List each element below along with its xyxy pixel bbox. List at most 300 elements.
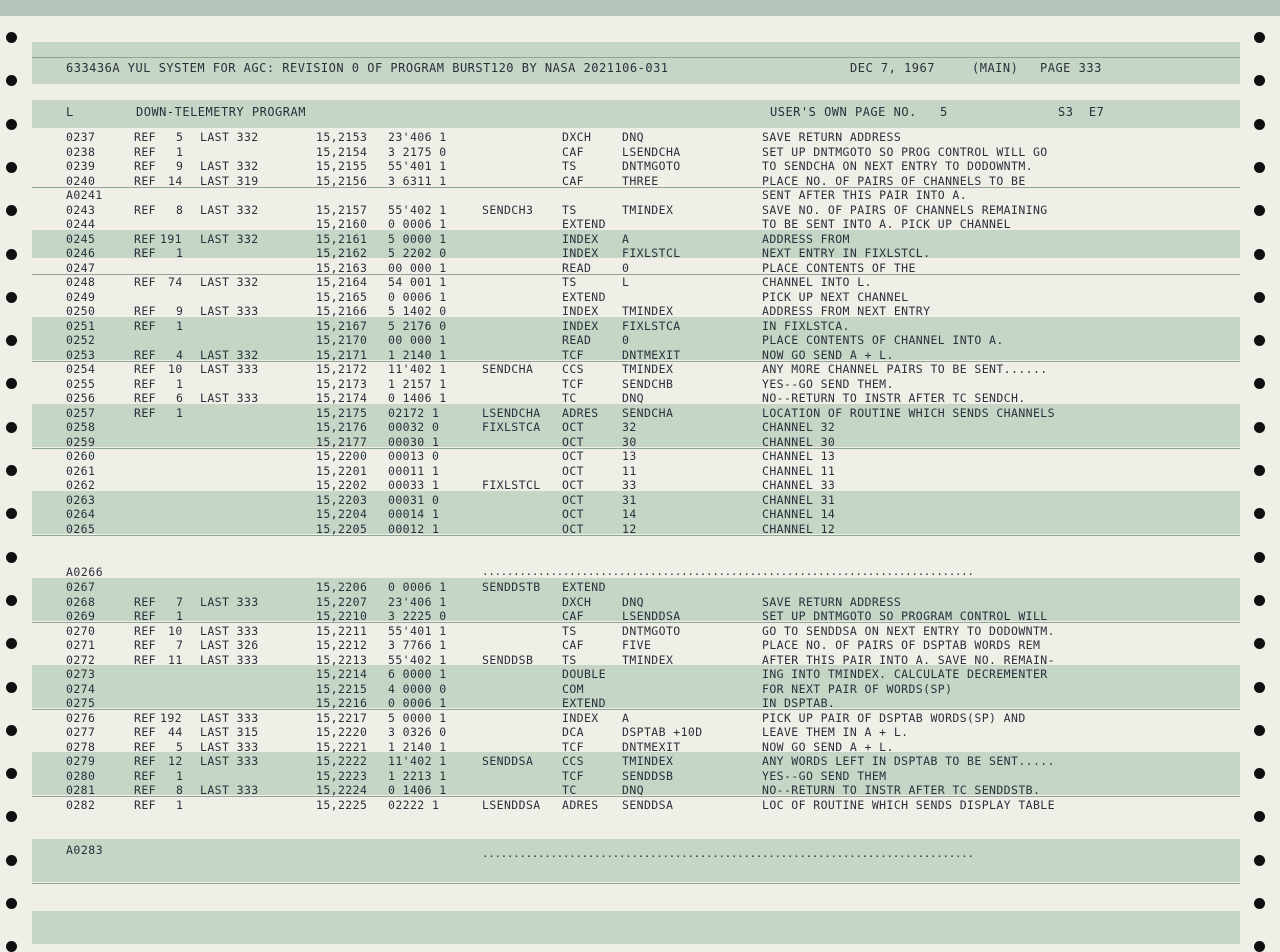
tractor-hole [6, 725, 17, 736]
line-number: 0239 [66, 159, 96, 173]
listing-date: DEC 7, 1967 [850, 61, 935, 75]
opcode: COM [562, 681, 584, 696]
symbol-label: SENDCHA [482, 362, 534, 376]
symbol-label: SENDCH3 [482, 202, 534, 217]
tractor-hole [1254, 855, 1265, 866]
ref-count: 1 [176, 318, 184, 333]
tractor-hole [6, 378, 17, 389]
listing-row [32, 595, 1240, 609]
opcode: OCT [562, 449, 584, 463]
opcode: ADRES [562, 405, 599, 420]
ref-count: 1 [176, 609, 184, 623]
listing-row [32, 667, 1240, 681]
opcode: EXTEND [562, 289, 606, 304]
line-number: 0281 [66, 783, 96, 797]
ref-last-page: LAST 333 [200, 652, 259, 667]
octal-code: 23'406 1 [388, 130, 447, 144]
comment: SENT AFTER THIS PAIR INTO A. [762, 188, 968, 202]
octal-code: 3 7766 1 [388, 638, 447, 652]
operand: SENDCHA [622, 405, 674, 420]
opcode: CAF [562, 638, 584, 652]
memory-address: 15,2153 [316, 130, 368, 144]
memory-address: 15,2172 [316, 362, 368, 376]
symbol-label: SENDDSB [482, 652, 534, 667]
line-number: 0277 [66, 725, 96, 739]
line-number: 0251 [66, 318, 96, 333]
octal-code: 5 0000 1 [388, 231, 447, 246]
operand: 12 [622, 521, 637, 536]
listing-row [32, 624, 1240, 638]
ref-count: 1 [176, 376, 184, 391]
tractor-hole [1254, 811, 1265, 822]
memory-address: 15,2154 [316, 144, 368, 159]
octal-code: 1 2213 1 [388, 768, 447, 783]
line-number: 0265 [66, 521, 96, 536]
comment: NOW GO SEND A + L. [762, 347, 894, 362]
listing-row [32, 754, 1240, 768]
opcode: TS [562, 652, 577, 667]
operand: DNQ [622, 130, 644, 144]
ref-count: 7 [176, 594, 184, 609]
ref-last-page: LAST 333 [200, 391, 259, 405]
listing-row [32, 740, 1240, 754]
octal-code: 23'406 1 [388, 594, 447, 609]
operand: SENDDSA [622, 797, 674, 812]
ref-last-page: LAST 333 [200, 710, 259, 725]
tractor-hole [1254, 941, 1265, 952]
listing-row [32, 174, 1240, 188]
ref-keyword: REF [134, 144, 156, 159]
line-number: 0243 [66, 202, 96, 217]
memory-address: 15,2225 [316, 797, 368, 812]
memory-address: 15,2177 [316, 434, 368, 449]
ref-keyword: REF [134, 405, 156, 420]
comment: LEAVE THEM IN A + L. [762, 725, 909, 739]
opcode: INDEX [562, 304, 599, 318]
listing-row [32, 362, 1240, 376]
octal-code: 55'401 1 [388, 159, 447, 173]
line-number: 0253 [66, 347, 96, 362]
memory-address: 15,2174 [316, 391, 368, 405]
ref-keyword: REF [134, 725, 156, 739]
operand: DNQ [622, 594, 644, 609]
ref-count: 8 [176, 202, 184, 217]
listing-page-number: PAGE 333 [1040, 61, 1102, 75]
line-number: 0273 [66, 667, 96, 681]
line-number: 0276 [66, 710, 96, 725]
memory-address: 15,2212 [316, 638, 368, 652]
listing-row [32, 609, 1240, 623]
ref-keyword: REF [134, 159, 156, 173]
ref-last-page: LAST 333 [200, 623, 259, 638]
opcode: TS [562, 202, 577, 217]
line-number: 0260 [66, 449, 96, 463]
ref-count: 191 [160, 231, 182, 246]
listing-row [32, 391, 1240, 405]
tractor-hole [1254, 508, 1265, 519]
tractor-hole [6, 465, 17, 476]
octal-code: 0 1406 1 [388, 783, 447, 797]
memory-address: 15,2205 [316, 521, 368, 536]
opcode: TS [562, 275, 577, 289]
opcode: DXCH [562, 130, 592, 144]
tractor-hole [1254, 32, 1265, 43]
opcode: ADRES [562, 797, 599, 812]
operand: LSENDDSA [622, 609, 681, 623]
ref-last-page: LAST 326 [200, 638, 259, 652]
octal-code: 1 2140 1 [388, 739, 447, 754]
listing-row [32, 435, 1240, 449]
opcode: TS [562, 159, 577, 173]
ref-keyword: REF [134, 231, 156, 246]
ref-count: 1 [176, 405, 184, 420]
octal-code: 0 0006 1 [388, 217, 447, 231]
comment: ADDRESS FROM [762, 231, 850, 246]
comment: GO TO SENDDSA ON NEXT ENTRY TO DODOWNTM. [762, 623, 1055, 638]
ref-keyword: REF [134, 362, 156, 376]
ref-count: 4 [176, 347, 184, 362]
ref-last-page: LAST 315 [200, 725, 259, 739]
comment: FOR NEXT PAIR OF WORDS(SP) [762, 681, 953, 696]
ref-count: 5 [176, 739, 184, 754]
ref-keyword: REF [134, 202, 156, 217]
octal-code: 02222 1 [388, 797, 440, 812]
line-number: 0255 [66, 376, 96, 391]
line-number: 0263 [66, 492, 96, 507]
ref-last-page: LAST 332 [200, 130, 259, 144]
symbol-label: LSENDDSA [482, 797, 541, 812]
ref-keyword: REF [134, 797, 156, 812]
memory-address: 15,2167 [316, 318, 368, 333]
ref-keyword: REF [134, 783, 156, 797]
listing-row [32, 232, 1240, 246]
opcode: CCS [562, 362, 584, 376]
listing-row [32, 696, 1240, 710]
opcode: INDEX [562, 231, 599, 246]
ref-count: 1 [176, 797, 184, 812]
memory-address: 15,2162 [316, 246, 368, 260]
program-name: DOWN-TELEMETRY PROGRAM [136, 105, 306, 119]
listing-row [32, 188, 1240, 202]
line-number: 0264 [66, 507, 96, 521]
ref-count: 44 [168, 725, 183, 739]
octal-code: 55'401 1 [388, 623, 447, 638]
tractor-hole [6, 162, 17, 173]
comment: PLACE NO. OF PAIRS OF DSPTAB WORDS REM [762, 638, 1041, 652]
tractor-hole [6, 205, 17, 216]
ref-keyword: REF [134, 710, 156, 725]
octal-code: 0 0006 1 [388, 289, 447, 304]
opcode: CAF [562, 173, 584, 188]
comment: ANY MORE CHANNEL PAIRS TO BE SENT...... [762, 362, 1048, 376]
memory-address: 15,2166 [316, 304, 368, 318]
ref-keyword: REF [134, 623, 156, 638]
line-number: 0240 [66, 173, 96, 188]
tractor-hole [1254, 205, 1265, 216]
comment: PLACE CONTENTS OF THE [762, 260, 916, 275]
ref-keyword: REF [134, 609, 156, 623]
opcode: TCF [562, 347, 584, 362]
octal-code: 00033 1 [388, 478, 440, 492]
line-number: 0261 [66, 463, 96, 478]
octal-code: 55'402 1 [388, 202, 447, 217]
opcode: DCA [562, 725, 584, 739]
operand: TMINDEX [622, 362, 674, 376]
ref-count: 7 [176, 638, 184, 652]
octal-code: 00014 1 [388, 507, 440, 521]
octal-code: 6 0000 1 [388, 667, 447, 681]
tractor-hole [6, 422, 17, 433]
comment: CHANNEL 13 [762, 449, 836, 463]
ref-keyword: REF [134, 739, 156, 754]
ref-count: 9 [176, 159, 184, 173]
operand: DNTMEXIT [622, 739, 681, 754]
operand: 11 [622, 463, 637, 478]
ref-count: 1 [176, 768, 184, 783]
opcode: READ [562, 260, 592, 275]
memory-address: 15,2175 [316, 405, 368, 420]
opcode: EXTEND [562, 696, 606, 710]
octal-code: 00 000 1 [388, 333, 447, 347]
ref-last-page: LAST 332 [200, 159, 259, 173]
tractor-hole [1254, 292, 1265, 303]
operand: DNQ [622, 391, 644, 405]
band-rule [32, 883, 1240, 884]
listing-row [32, 580, 1240, 594]
octal-code: 00011 1 [388, 463, 440, 478]
memory-address: 15,2210 [316, 609, 368, 623]
ref-count: 10 [168, 623, 183, 638]
right-tractor-holes [1240, 0, 1272, 944]
log-section-label: L [66, 105, 74, 119]
memory-address: 15,2160 [316, 217, 368, 231]
octal-code: 4 0000 0 [388, 681, 447, 696]
operand: 31 [622, 492, 637, 507]
memory-address: 15,2173 [316, 376, 368, 391]
tractor-hole [6, 119, 17, 130]
operand: TMINDEX [622, 652, 674, 667]
line-number: 0259 [66, 434, 96, 449]
comment: PLACE NO. OF PAIRS OF CHANNELS TO BE [762, 173, 1026, 188]
line-number: 0257 [66, 405, 96, 420]
octal-code: 3 0326 0 [388, 725, 447, 739]
line-number: 0269 [66, 609, 96, 623]
listing-row [32, 333, 1240, 347]
listing-row [32, 130, 1240, 144]
memory-address: 15,2224 [316, 783, 368, 797]
log-marker-a0283: A0283 [66, 843, 104, 857]
comment: ING INTO TMINDEX. CALCULATE DECREMENTER [762, 667, 1048, 681]
operand: DNTMGOTO [622, 623, 681, 638]
listing-row [32, 348, 1240, 362]
comment: SAVE RETURN ADDRESS [762, 130, 902, 144]
listing-row [32, 522, 1240, 536]
tractor-hole [1254, 249, 1265, 260]
opcode: CCS [562, 754, 584, 768]
octal-code: 00032 0 [388, 420, 440, 434]
opcode: OCT [562, 434, 584, 449]
ref-count: 12 [168, 754, 183, 768]
octal-code: 00013 0 [388, 449, 440, 463]
operand: DNQ [622, 783, 644, 797]
listing-row [32, 507, 1240, 521]
memory-address: 15,2155 [316, 159, 368, 173]
operand: FIXLSTCA [622, 318, 681, 333]
listing-row [32, 638, 1240, 652]
line-number: 0238 [66, 144, 96, 159]
ref-keyword: REF [134, 130, 156, 144]
ref-last-page: LAST 333 [200, 304, 259, 318]
octal-code: 5 0000 1 [388, 710, 447, 725]
tractor-hole [1254, 898, 1265, 909]
opcode: OCT [562, 507, 584, 521]
octal-code: 54 001 1 [388, 275, 447, 289]
memory-address: 15,2164 [316, 275, 368, 289]
comment: IN FIXLSTCA. [762, 318, 850, 333]
tractor-hole [6, 638, 17, 649]
listing-row [32, 653, 1240, 667]
tractor-hole [1254, 552, 1265, 563]
operand: DNTMGOTO [622, 159, 681, 173]
printout-page [32, 16, 1240, 944]
comment: AFTER THIS PAIR INTO A. SAVE NO. REMAIN- [762, 652, 1055, 667]
comment: SAVE NO. OF PAIRS OF CHANNELS REMAINING [762, 202, 1048, 217]
line-number: 0280 [66, 768, 96, 783]
ref-last-page: LAST 332 [200, 347, 259, 362]
listing-row [32, 159, 1240, 173]
ref-count: 5 [176, 130, 184, 144]
operand: DSPTAB +10D [622, 725, 703, 739]
ref-last-page: LAST 332 [200, 231, 259, 246]
listing-title: 633436A YUL SYSTEM FOR AGC: REVISION 0 OF PROGRAM BURST120 BY NASA 2021106-031 [66, 61, 669, 75]
comment: LOC OF ROUTINE WHICH SENDS DISPLAY TABLE [762, 797, 1055, 812]
ref-last-page: LAST 332 [200, 275, 259, 289]
opcode: OCT [562, 420, 584, 434]
ref-last-page: LAST 319 [200, 173, 259, 188]
comment: PICK UP PAIR OF DSPTAB WORDS(SP) AND [762, 710, 1026, 725]
tractor-hole [6, 811, 17, 822]
line-number: 0274 [66, 681, 96, 696]
memory-address: 15,2217 [316, 710, 368, 725]
comment: CHANNEL 11 [762, 463, 836, 478]
opcode: TCF [562, 376, 584, 391]
memory-address: 15,2203 [316, 492, 368, 507]
line-number: 0258 [66, 420, 96, 434]
memory-address: 15,2222 [316, 754, 368, 768]
opcode: TC [562, 391, 577, 405]
tractor-hole [1254, 768, 1265, 779]
operand: 33 [622, 478, 637, 492]
opcode: TCF [562, 768, 584, 783]
line-number: 0252 [66, 333, 96, 347]
line-number: 0245 [66, 231, 96, 246]
ref-count: 1 [176, 246, 184, 260]
comment: YES--GO SEND THEM. [762, 376, 894, 391]
line-number: 0256 [66, 391, 96, 405]
ref-keyword: REF [134, 347, 156, 362]
opcode: DOUBLE [562, 667, 606, 681]
line-number: 0248 [66, 275, 96, 289]
operand: SENDDSB [622, 768, 674, 783]
memory-address: 15,2165 [316, 289, 368, 304]
octal-code: 1 2157 1 [388, 376, 447, 391]
memory-address: 15,2200 [316, 449, 368, 463]
comment: PICK UP NEXT CHANNEL [762, 289, 909, 304]
line-number: 0268 [66, 594, 96, 609]
line-number: 0267 [66, 580, 96, 594]
listing-row [32, 261, 1240, 275]
octal-code: 5 2202 0 [388, 246, 447, 260]
octal-code: 5 2176 0 [388, 318, 447, 333]
ref-keyword: REF [134, 652, 156, 667]
comment: SAVE RETURN ADDRESS [762, 594, 902, 609]
listing-row [32, 711, 1240, 725]
symbol-label: FIXLSTCL [482, 478, 541, 492]
tractor-hole [1254, 725, 1265, 736]
tractor-hole [1254, 335, 1265, 346]
ref-keyword: REF [134, 594, 156, 609]
opcode: TS [562, 623, 577, 638]
separator-dots: ............................................................................... [482, 847, 974, 860]
listing-row [32, 769, 1240, 783]
comment: CHANNEL 31 [762, 492, 836, 507]
octal-code: 02172 1 [388, 405, 440, 420]
log-marker-a0266: A0266 [66, 565, 104, 579]
comment: PLACE CONTENTS OF CHANNEL INTO A. [762, 333, 1004, 347]
tractor-hole [6, 595, 17, 606]
comment: YES--GO SEND THEM [762, 768, 887, 783]
paper-top-strip [0, 0, 1280, 16]
memory-address: 15,2214 [316, 667, 368, 681]
operand: DNTMEXIT [622, 347, 681, 362]
listing-row [32, 304, 1240, 318]
line-number: A0241 [66, 188, 103, 202]
listing-row [32, 420, 1240, 434]
comment: CHANNEL 33 [762, 478, 836, 492]
tractor-hole [6, 768, 17, 779]
ref-count: 14 [168, 173, 183, 188]
listing-row [32, 377, 1240, 391]
comment: CHANNEL INTO L. [762, 275, 872, 289]
comment: CHANNEL 14 [762, 507, 836, 521]
memory-address: 15,2156 [316, 173, 368, 188]
comment: ANY WORDS LEFT IN DSPTAB TO BE SENT..... [762, 754, 1055, 768]
tractor-hole [1254, 378, 1265, 389]
opcode: TCF [562, 739, 584, 754]
line-number: 0278 [66, 739, 96, 754]
ref-keyword: REF [134, 173, 156, 188]
ref-keyword: REF [134, 768, 156, 783]
memory-address: 15,2223 [316, 768, 368, 783]
octal-code: 3 6311 1 [388, 173, 447, 188]
tractor-hole [6, 249, 17, 260]
tractor-hole [6, 292, 17, 303]
opcode: OCT [562, 492, 584, 507]
line-number: 0262 [66, 478, 96, 492]
green-band [32, 911, 1240, 944]
memory-address: 15,2206 [316, 580, 368, 594]
operand: 30 [622, 434, 637, 449]
tractor-hole [1254, 422, 1265, 433]
comment: SET UP DNTMGOTO SO PROGRAM CONTROL WILL [762, 609, 1048, 623]
tractor-hole [6, 75, 17, 86]
symbol-label: LSENDCHA [482, 405, 541, 420]
listing-row [32, 406, 1240, 420]
symbol-label: FIXLSTCA [482, 420, 541, 434]
memory-address: 15,2170 [316, 333, 368, 347]
operand: A [622, 231, 630, 246]
memory-address: 15,2171 [316, 347, 368, 362]
